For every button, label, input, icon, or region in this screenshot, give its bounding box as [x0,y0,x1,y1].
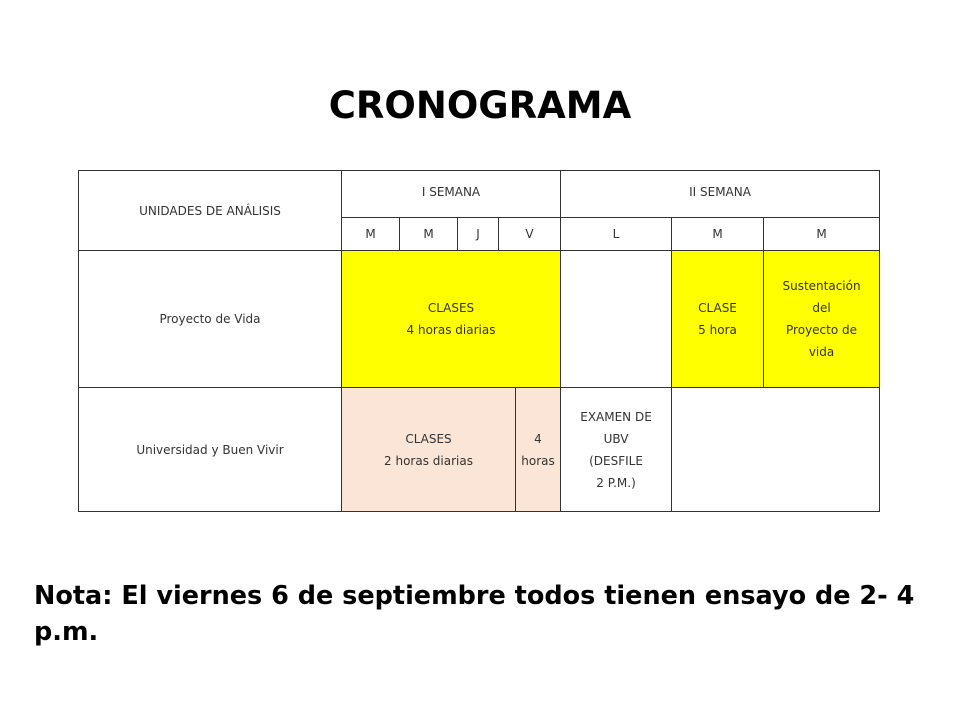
schedule-table [78,170,880,512]
clases-title: CLASES [405,431,452,446]
clases-title: CLASES [427,301,475,315]
horas-cell [516,388,561,512]
week-2-header: II SEMANA [561,171,880,218]
day-header: V [499,218,561,251]
examen-line: EXAMEN DE [580,409,652,424]
examen-line: 2 P.M.) [596,475,636,490]
day-header: M [672,218,764,251]
clases-hours: 4 horas diarias [406,323,496,337]
sustentacion-line: Sustentación [782,279,861,293]
sustentacion-cell [764,251,880,388]
day-header: M [400,218,458,251]
day-header: L [561,218,672,251]
day-header: M [342,218,400,251]
sustentacion-line: Proyecto de [786,323,858,337]
clase-cell [672,251,764,388]
empty-cell [672,388,880,512]
sustentacion-line: vida [808,345,835,359]
clase-hours: 5 hora [698,323,737,337]
unidades-header: UNIDADES DE ANÁLISIS [79,171,342,251]
week-1-header: I SEMANA [342,171,561,218]
note-text: Nota: El viernes 6 de septiembre todos tienen ensayo de 2- 4 p.m. [34,581,915,647]
unit-label: Universidad y Buen Vivir [79,388,342,512]
day-header: M [764,218,880,251]
page-title: CRONOGRAMA [328,84,632,127]
clases-cell [342,251,561,388]
horas-label: horas [521,453,555,468]
sustentacion-line: del [812,301,831,315]
day-header: J [458,218,499,251]
unit-label: Proyecto de Vida [79,251,342,388]
examen-line: UBV [603,431,629,446]
clases-cell [342,388,516,512]
empty-cell [561,251,672,388]
clases-hours: 2 horas diarias [384,453,473,468]
clase-title: CLASE [698,301,737,315]
horas-number: 4 [534,431,542,446]
examen-cell [561,388,672,512]
examen-line: (DESFILE [589,453,643,468]
